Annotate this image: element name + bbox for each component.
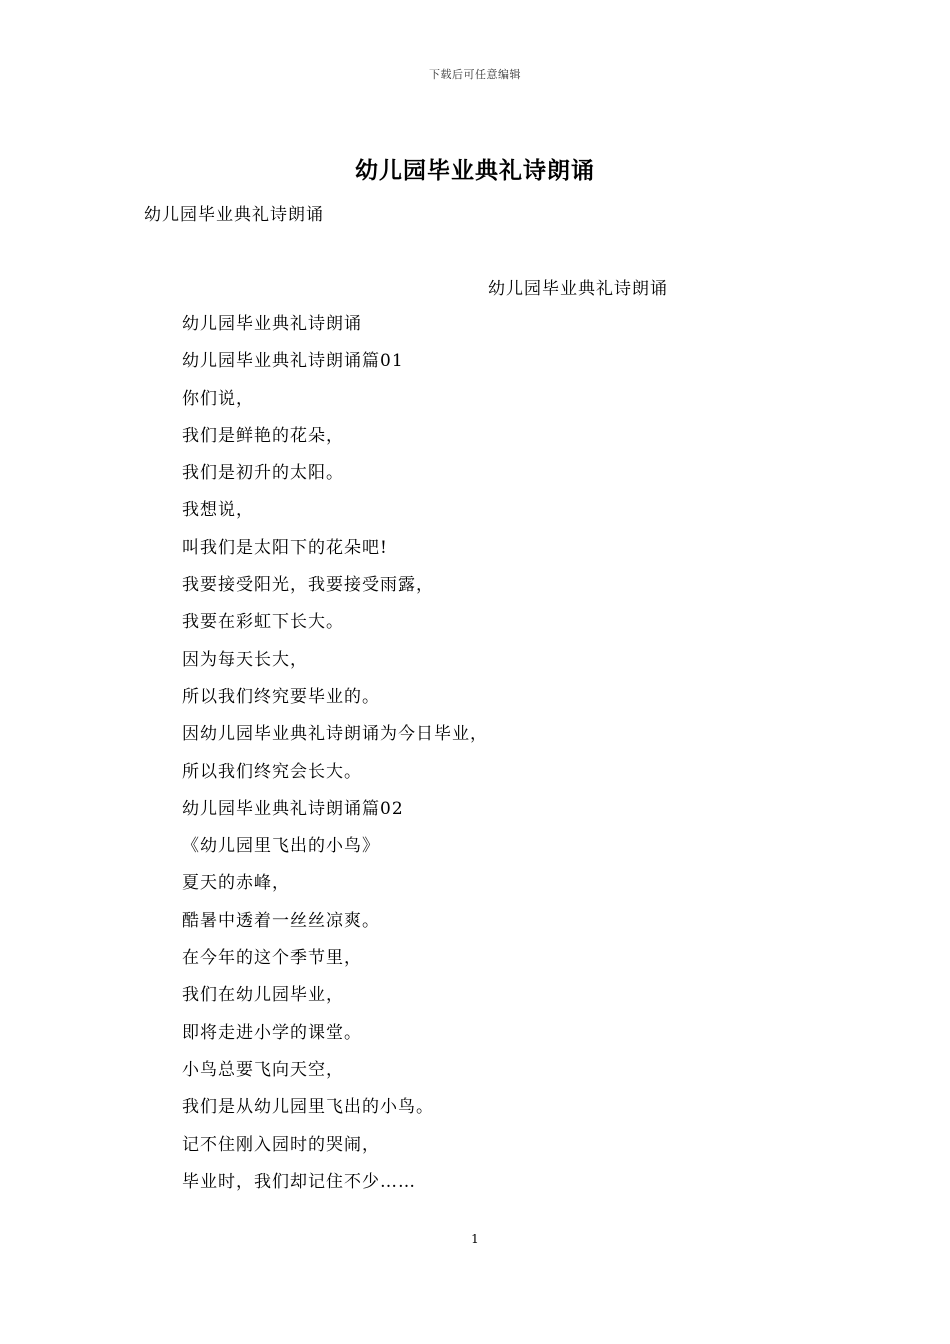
poem-line: 记不住刚入园时的哭闹， <box>182 1134 380 1155</box>
poem-line: 因幼儿园毕业典礼诗朗诵为今日毕业， <box>182 724 488 745</box>
document-subtitle: 幼儿园毕业典礼诗朗诵 <box>144 205 324 225</box>
poem-line: 幼儿园毕业典礼诗朗诵篇02 <box>182 798 404 819</box>
poem-line: 所以我们终究会长大。 <box>182 761 362 782</box>
poem-line: 在今年的这个季节里， <box>182 948 362 969</box>
poem-line: 我们在幼儿园毕业， <box>182 985 344 1006</box>
poem-line: 我要在彩虹下长大。 <box>182 612 344 633</box>
poem-line: 我们是从幼儿园里飞出的小鸟。 <box>182 1097 434 1118</box>
poem-line: 因为每天长大， <box>182 649 308 670</box>
poem-line: 叫我们是太阳下的花朵吧! <box>182 537 388 558</box>
poem-line: 我要接受阳光，我要接受雨露， <box>182 575 434 596</box>
poem-body <box>182 311 488 1206</box>
poem-line: 我们是初升的太阳。 <box>182 463 344 484</box>
poem-line: 所以我们终究要毕业的。 <box>182 686 380 707</box>
poem-line: 我想说， <box>182 500 254 521</box>
header-note: 下载后可任意编辑 <box>429 68 521 81</box>
poem-line: 《幼儿园里飞出的小鸟》 <box>182 836 380 857</box>
section-heading: 幼儿园毕业典礼诗朗诵 <box>488 279 668 299</box>
poem-line: 你们说， <box>182 388 254 409</box>
poem-line: 酷暑中透着一丝丝凉爽。 <box>182 910 380 931</box>
poem-line: 即将走进小学的课堂。 <box>182 1022 362 1043</box>
document-title: 幼儿园毕业典礼诗朗诵 <box>355 158 595 184</box>
poem-line: 幼儿园毕业典礼诗朗诵 <box>182 314 362 334</box>
poem-line: 毕业时，我们却记住不少…… <box>182 1171 416 1192</box>
poem-line: 夏天的赤峰， <box>182 873 290 894</box>
page-number: 1 <box>471 1232 479 1246</box>
poem-line: 我们是鲜艳的花朵， <box>182 425 344 446</box>
poem-line: 幼儿园毕业典礼诗朗诵篇01 <box>182 351 404 372</box>
poem-line: 小鸟总要飞向天空， <box>182 1059 344 1080</box>
